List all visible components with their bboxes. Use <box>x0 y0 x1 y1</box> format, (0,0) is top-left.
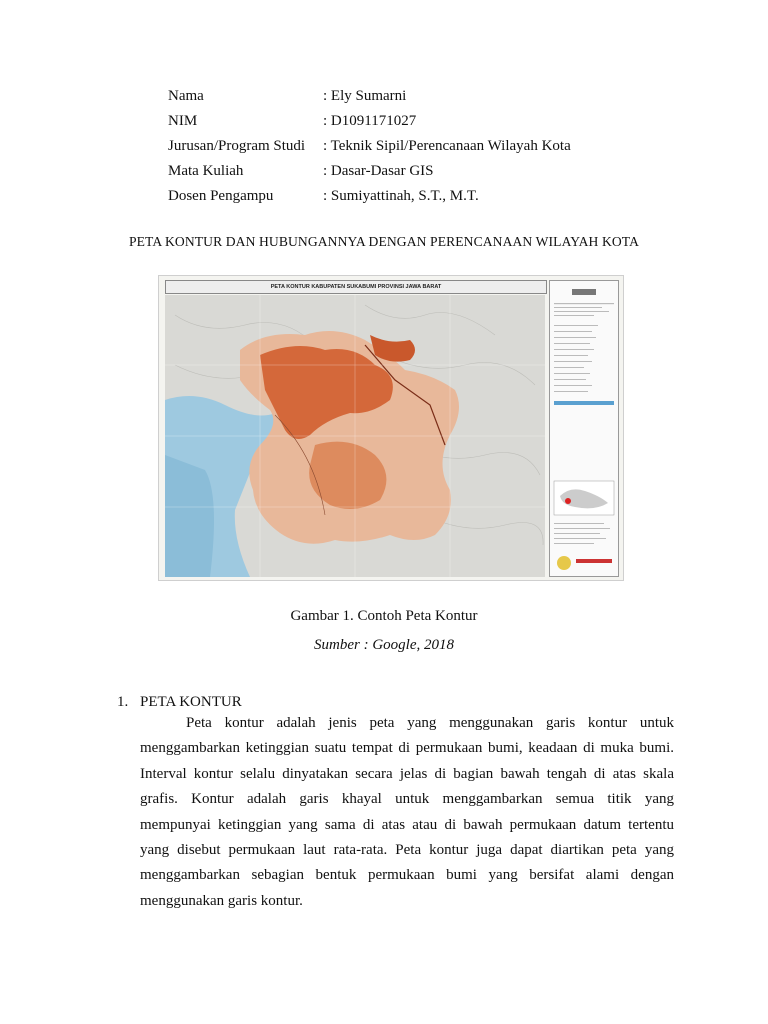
paragraph-line: Interval kontur selalu dinyatakan secara jelas di bagian bawah tengah di atas skala <box>140 765 674 782</box>
inset-location-marker <box>565 498 571 504</box>
figure-source: Sumber : Google, 2018 <box>314 637 454 653</box>
document-title: PETA KONTUR DAN HUBUNGANNYA DENGAN PERENCANAAN WILAYAH KOTA <box>128 234 640 249</box>
map-title: PETA KONTUR KABUPATEN SUKABUMI PROVINSI JAWA BARAT <box>165 280 547 294</box>
paragraph-line: mempunyai ketinggian yang sama di atas atau di bawah permukaan datum tertentu <box>140 816 674 833</box>
student-info-table <box>168 84 571 209</box>
section-title: PETA KONTUR <box>140 694 242 710</box>
info-value: : D1091171027 <box>323 113 417 129</box>
info-value: : Sumiyattinah, S.T., M.T. <box>323 188 479 204</box>
paragraph-line: menggunakan garis kontur. <box>140 892 303 909</box>
legend-illustration <box>550 281 618 576</box>
map-illustration <box>165 295 545 577</box>
info-value: : Dasar-Dasar GIS <box>323 163 434 179</box>
info-key: Mata Kuliah <box>168 163 244 179</box>
info-key: Dosen Pengampu <box>168 188 274 204</box>
sea-deep <box>165 455 214 577</box>
info-key: Jurusan/Program Studi <box>168 138 306 154</box>
scale-bar <box>572 289 596 295</box>
info-key: Nama <box>168 88 204 104</box>
info-row-mata-kuliah <box>168 159 571 184</box>
map-legend-panel <box>549 280 619 577</box>
info-row-dosen <box>168 184 571 209</box>
body-paragraph <box>140 711 674 914</box>
agency-logo <box>557 556 571 570</box>
info-value: : Teknik Sipil/Perencanaan Wilayah Kota <box>323 138 571 154</box>
figure-caption: Gambar 1. Contoh Peta Kontur <box>290 608 478 624</box>
info-row-jurusan <box>168 134 571 159</box>
info-key: NIM <box>168 113 198 129</box>
section-number: 1. <box>117 694 129 710</box>
legend-lines <box>554 303 614 392</box>
paragraph-line: Peta kontur adalah jenis peta yang menggunakan garis kontur untuk <box>186 715 674 731</box>
info-row-nim <box>168 109 571 134</box>
info-row-nama <box>168 84 571 109</box>
legend-source-lines <box>554 523 610 544</box>
section-heading <box>117 694 242 711</box>
contour-map-figure <box>158 275 624 581</box>
paragraph-line: grafis. Kontur adalah garis khayal untuk menggambarkan semua titik yang <box>140 791 674 808</box>
paragraph-line: yang disebut permukaan laut rata-rata. Peta kontur juga dapat diartikan peta yang <box>140 841 674 858</box>
map-image <box>165 295 545 577</box>
legend-color-ramp <box>554 401 614 405</box>
info-value: : Ely Sumarni <box>323 88 407 104</box>
agency-logo-banner <box>576 559 612 563</box>
paragraph-line: menggambarkan ketinggian suatu tempat di permukaan bumi, keadaan di muka bumi. <box>140 740 674 757</box>
paragraph-line: menggambarkan sebagian bentuk permukaan bumi yang bersifat alami dengan <box>140 867 674 884</box>
